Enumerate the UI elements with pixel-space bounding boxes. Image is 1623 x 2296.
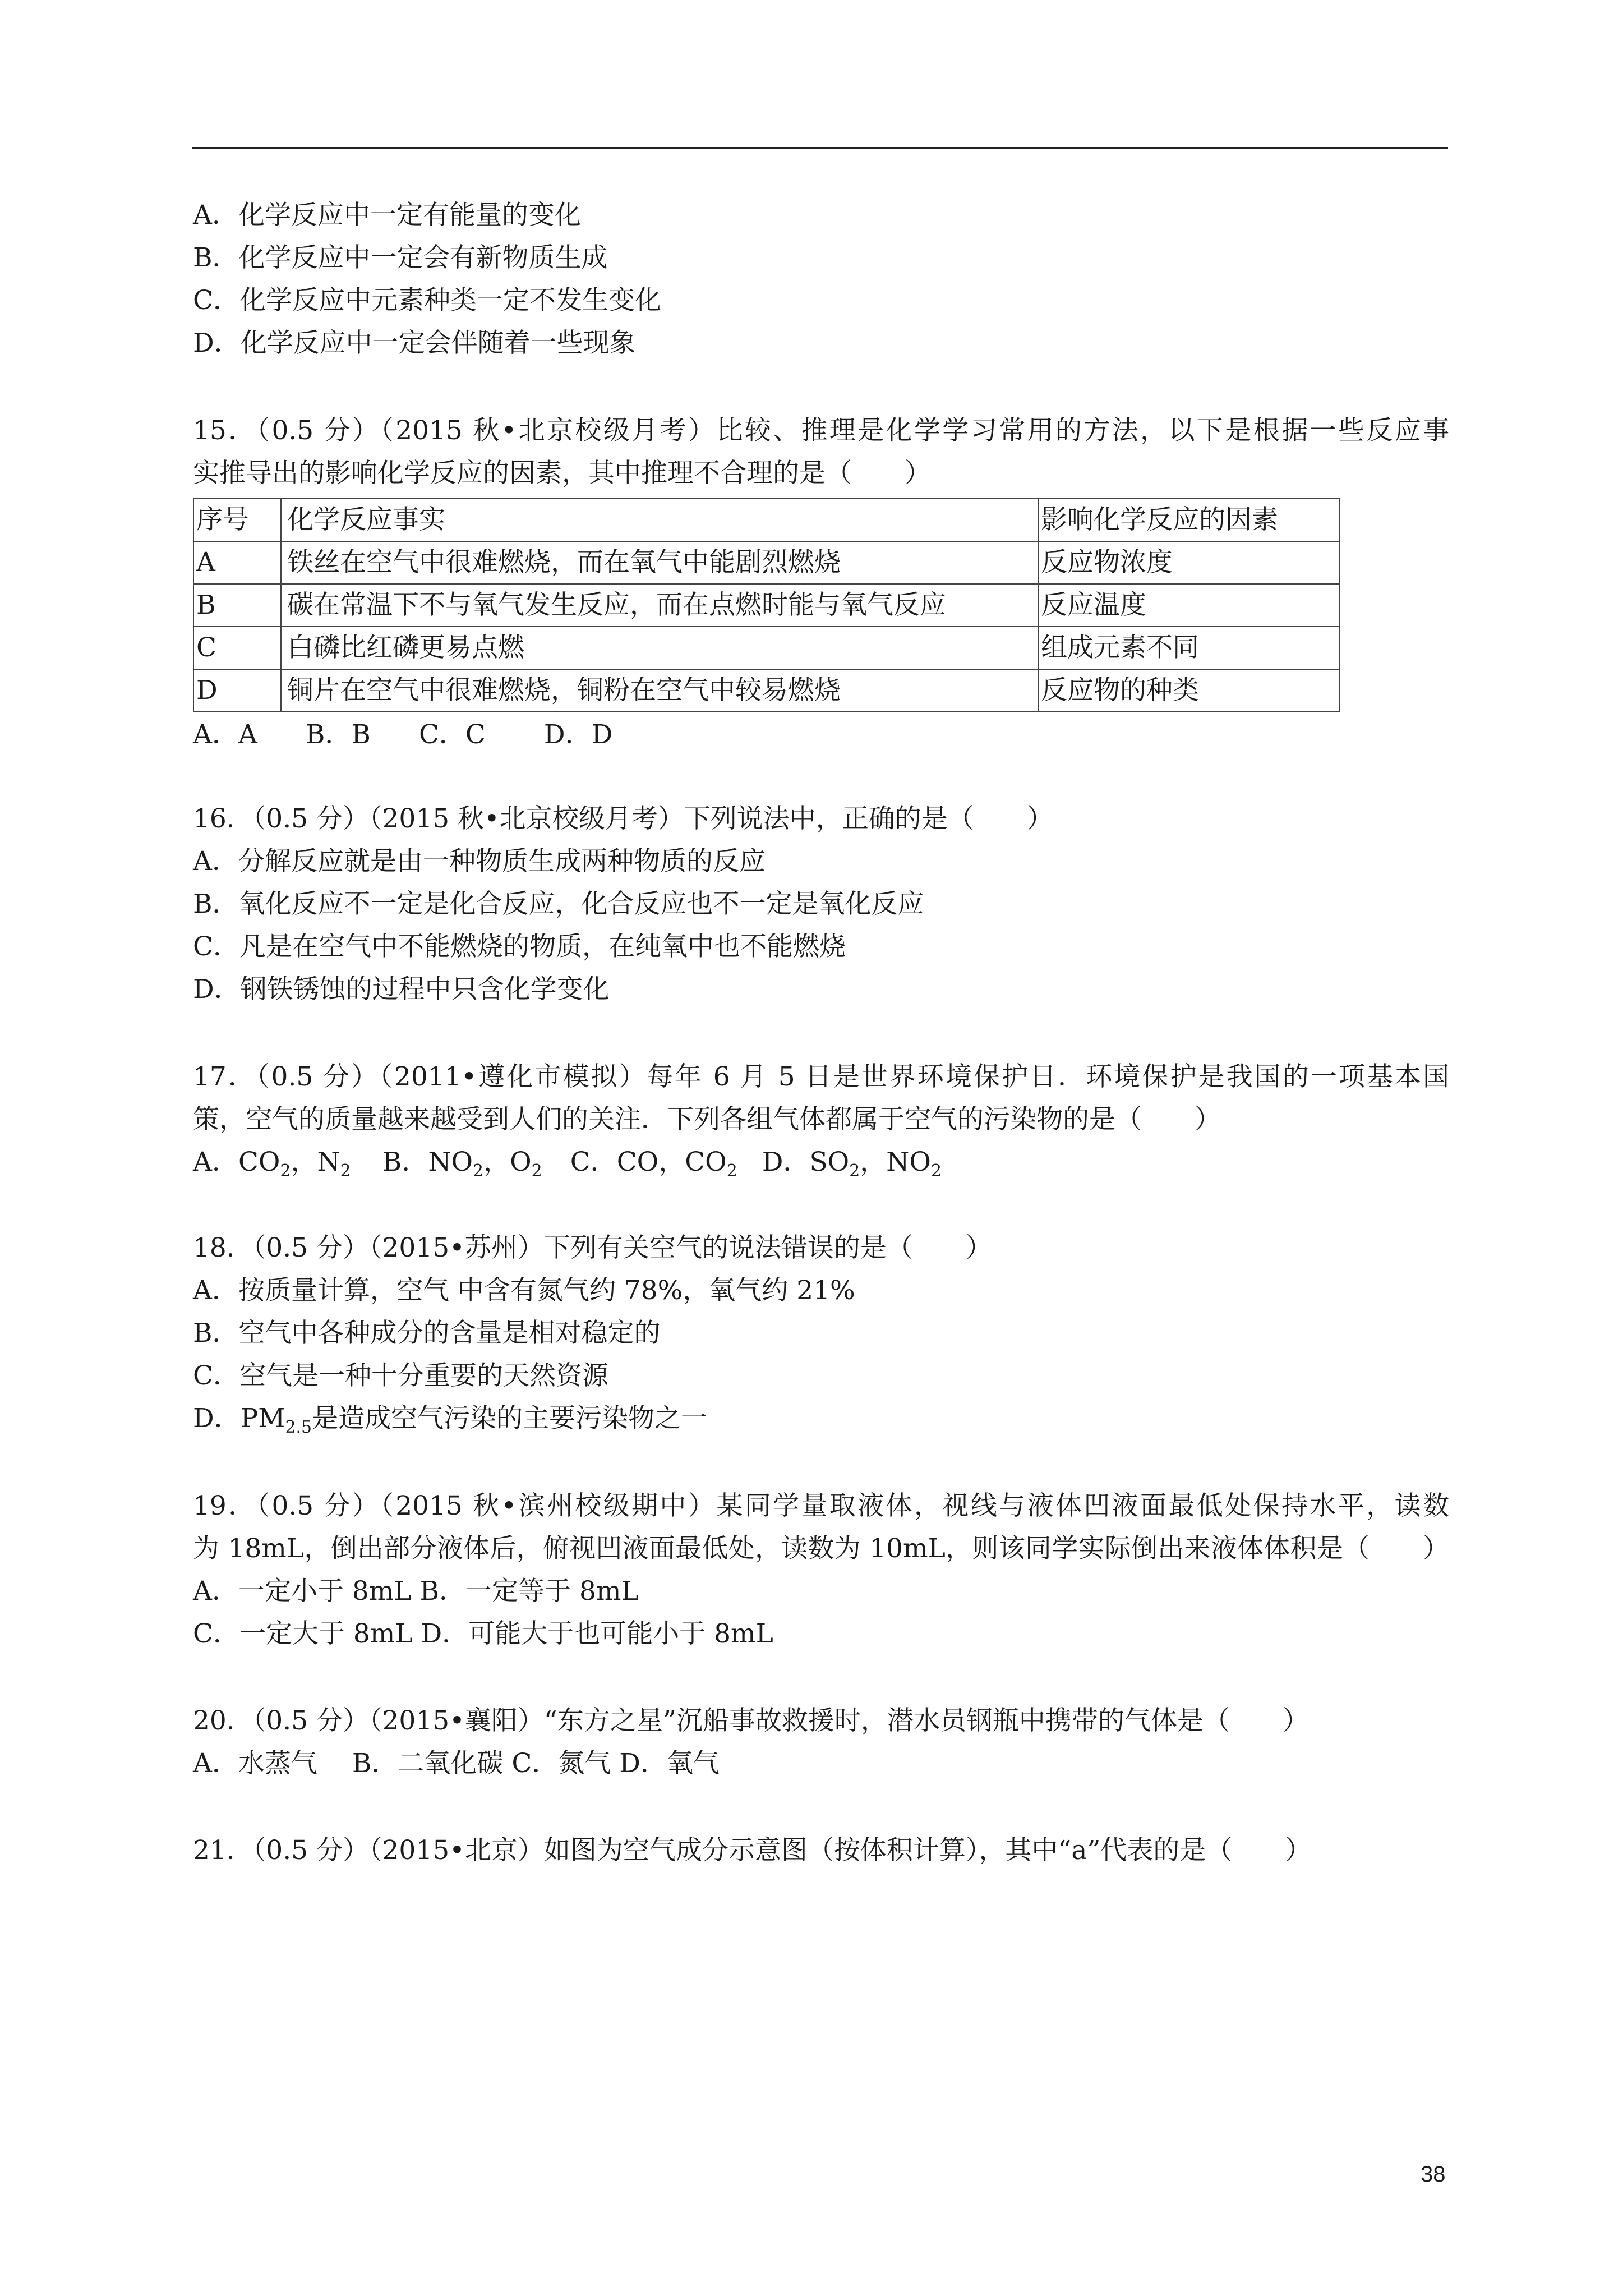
- q19-options-line2: C．一定大于 8mL D．可能大于也可能小于 8mL: [193, 1618, 773, 1649]
- table-header-row: [193, 499, 1340, 541]
- q16-stem: 16．（0.5 分）（2015 秋•北京校级月考）下列说法中，正确的是（ ）: [193, 803, 1053, 834]
- q14-option-c: C．化学反应中元素种类一定不发生变化: [193, 285, 661, 316]
- table-row: [193, 669, 1340, 712]
- q20-options: A．水蒸气 B．二氧化碳 C．氮气 D．氧气: [193, 1748, 720, 1779]
- q15-option-b: B．B: [305, 719, 371, 750]
- table-cell: A: [193, 541, 281, 584]
- q18-stem: 18．（0.5 分）（2015•苏州）下列有关空气的说法错误的是（ ）: [193, 1232, 992, 1263]
- table-row: [193, 541, 1340, 584]
- table-cell: 组成元素不同: [1038, 627, 1340, 669]
- q21-stem: 21．（0.5 分）（2015•北京）如图为空气成分示意图（按体积计算），其中“a”代表的是（ ）: [193, 1835, 1312, 1866]
- q18-option-d: D．$PM_{2.5}$是造成空气污染的主要污染物之一: [193, 1403, 708, 1437]
- q14-option-a: A．化学反应中一定有能量的变化: [193, 200, 581, 231]
- table-header-cell: 序号: [193, 499, 281, 541]
- header-rule: [192, 147, 1448, 149]
- q16-option-a: A．分解反应就是由一种物质生成两种物质的反应: [193, 846, 766, 877]
- q17-options: [193, 1145, 942, 1188]
- table-cell: B: [193, 584, 281, 627]
- q16-option-c: C．凡是在空气中不能燃烧的物质，在纯氧中也不能燃烧: [193, 931, 846, 962]
- table-cell: C: [193, 627, 281, 669]
- table-cell: 碳在常温下不与氧气发生反应，而在点燃时能与氧气反应: [281, 584, 1038, 627]
- q17-option-a: A．$CO_2$，$N_2$: [193, 1147, 351, 1181]
- table-header-cell: 影响化学反应的因素: [1038, 499, 1340, 541]
- q15-option-a: A．A: [193, 719, 257, 750]
- q18-option-b: B．空气中各种成分的含量是相对稳定的: [193, 1318, 661, 1349]
- q14-option-b: B．化学反应中一定会有新物质生成: [193, 242, 608, 273]
- table-row: [193, 584, 1340, 627]
- table-cell: 白磷比红磷更易点燃: [281, 627, 1038, 669]
- q18-option-c: C．空气是一种十分重要的天然资源: [193, 1360, 608, 1391]
- q19-stem-line1: 19．（0.5 分）（2015 秋•滨州校级期中）某同学量取液体，视线与液体凹液面最低处保持水平，读数: [193, 1490, 1449, 1521]
- q17-option-c: C．CO，$CO_2$: [570, 1147, 737, 1181]
- q15-options: [193, 718, 612, 752]
- table-cell: 铜片在空气中很难燃烧，铜粉在空气中较易燃烧: [281, 669, 1038, 712]
- q17-stem-line1: 17．（0.5 分）（2011•遵化市模拟）每年 6 月 5 日是世界环境保护日．环境保护是我国的一项基本国: [193, 1061, 1449, 1092]
- q15-option-c: C．C: [418, 719, 486, 750]
- q14-option-d: D．化学反应中一定会伴随着一些现象: [193, 328, 636, 358]
- table-cell: 铁丝在空气中很难燃烧，而在氧气中能剧烈燃烧: [281, 541, 1038, 584]
- q15-stem-line2: 实推导出的影响化学反应的因素，其中推理不合理的是（ ）: [193, 458, 931, 489]
- q19-options-line1: A．一定小于 8mL B．一定等于 8mL: [193, 1576, 639, 1607]
- table-cell: 反应温度: [1038, 584, 1340, 627]
- table-cell: 反应物的种类: [1038, 669, 1340, 712]
- q17-option-b: B．$NO_2$，$O_2$: [382, 1147, 542, 1181]
- table-cell: D: [193, 669, 281, 712]
- q16-option-b: B．氧化反应不一定是化合反应，化合反应也不一定是氧化反应: [193, 889, 924, 919]
- q17-option-d: D．$SO_2$，$NO_2$: [762, 1147, 942, 1181]
- table-cell: 反应物浓度: [1038, 541, 1340, 584]
- q17-stem-line2: 策，空气的质量越来越受到人们的关注．下列各组气体都属于空气的污染物的是（ ）: [193, 1104, 1221, 1135]
- q15-stem-line1: 15．（0.5 分）（2015 秋•北京校级月考）比较、推理是化学学习常用的方法，以下是根据一些反应事: [193, 415, 1449, 446]
- q20-stem: 20．（0.5 分）（2015•襄阳）“东方之星”沉船事故救援时，潜水员钢瓶中携带的气体是（ ）: [193, 1705, 1309, 1736]
- q15-table: [193, 498, 1340, 712]
- q16-option-d: D．钢铁锈蚀的过程中只含化学变化: [193, 974, 610, 1005]
- q19-stem-line2: 为 18mL，倒出部分液体后，俯视凹液面最低处，读数为 10mL，则该同学实际倒出来液体体积是（ ）: [193, 1533, 1449, 1564]
- q18-option-a: A．按质量计算，空气 中含有氮气约 78%，氧气约 21%: [193, 1275, 855, 1306]
- table-row: [193, 627, 1340, 669]
- page-number: 38: [1421, 2162, 1446, 2187]
- q15-option-d: D．D: [543, 719, 613, 750]
- table-header-cell: 化学反应事实: [281, 499, 1038, 541]
